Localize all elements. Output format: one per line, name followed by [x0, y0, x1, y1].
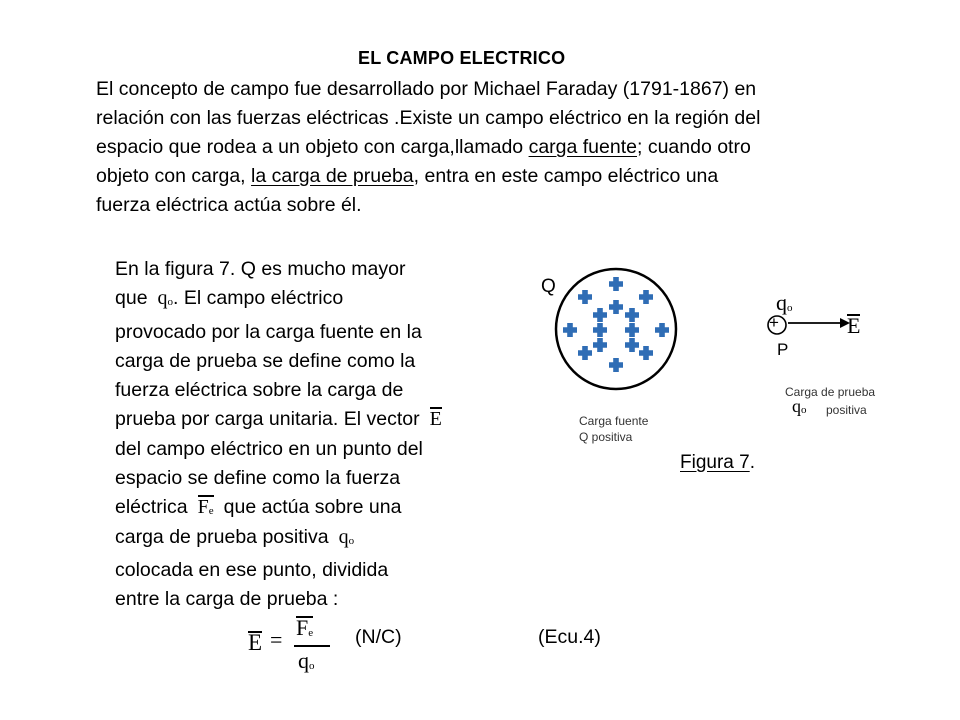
positive-charge-icon: [639, 290, 653, 304]
positive-charge-icon: [609, 277, 623, 291]
caption-line: Q positiva: [579, 430, 633, 444]
plus-sign: +: [769, 313, 779, 332]
symbol-vector-E: E: [429, 408, 442, 431]
body-text: que actúa sobre una: [223, 496, 402, 519]
body-line: [115, 405, 495, 434]
positive-charge-icon: [593, 323, 607, 337]
symbol-q0: qo: [338, 525, 355, 548]
equation-tag: (Ecu.4): [538, 626, 601, 648]
body-line: fuerza eléctrica sobre la carga de: [115, 379, 404, 402]
figure-caption: Figura 7.: [680, 452, 755, 473]
intro-text: ; cuando otro: [636, 136, 751, 158]
eq-Fe: Fe: [296, 615, 314, 640]
body-line: espacio se define como la fuerza: [115, 467, 401, 490]
intro-text: , entra en este campo eléctrico una: [413, 165, 719, 187]
label-P: P: [777, 340, 789, 359]
positive-charge-icon: [578, 290, 592, 304]
positive-charge-icon: [593, 338, 607, 352]
symbol-q0: qo: [776, 290, 793, 315]
eq-E: E: [248, 630, 263, 655]
term-carga-prueba: la carga de prueba: [251, 165, 414, 187]
body-line: En la figura 7. Q es mucho mayor: [115, 258, 406, 280]
caption-line: Carga fuente: [579, 414, 649, 428]
positive-charge-icon: [593, 308, 607, 322]
body-text: . El campo eléctrico: [173, 287, 344, 310]
intro-line: [96, 162, 856, 191]
symbol-vector-E: E: [847, 313, 861, 338]
body-line: [115, 493, 495, 522]
positive-charge-icon: [609, 358, 623, 372]
source-charge-diagram: [530, 255, 730, 405]
eq-fraction-line: [294, 645, 330, 647]
term-carga-fuente: carga fuente: [528, 136, 637, 158]
body-line: [115, 284, 495, 317]
equation-unit: (N/C): [355, 626, 402, 648]
positive-charge-icon: [609, 300, 623, 314]
source-caption: [579, 413, 648, 445]
eq-equals: =: [270, 627, 283, 652]
intro-line: [96, 133, 856, 162]
positive-charge-icon: [639, 346, 653, 360]
label-Q: Q: [541, 276, 556, 297]
body-line: [115, 523, 495, 556]
positive-charge-icon: [625, 338, 639, 352]
intro-text: espacio que rodea a un objeto con carga,llamado: [96, 136, 529, 158]
body-text: que: [115, 287, 148, 310]
figure-caption-text: Figura 7: [680, 452, 750, 473]
test-caption-2: positiva: [826, 403, 867, 417]
symbol-q0: qo: [792, 396, 807, 416]
body-text: prueba por carga unitaria. El vector: [115, 408, 420, 431]
eq-q0: qo: [298, 648, 315, 673]
body-line: colocada en ese punto, dividida: [115, 558, 389, 581]
positive-charge-icon: [625, 308, 639, 322]
equation: [248, 608, 338, 678]
positive-charge-icon: [625, 323, 639, 337]
symbol-vector-Fe: Fe: [197, 496, 214, 519]
positive-charge-icon: [655, 323, 669, 337]
intro-line: relación con las fuerzas eléctricas .Existe un campo eléctrico en la región del: [96, 107, 761, 129]
positive-charge-icon: [563, 323, 577, 337]
body-line: del campo eléctrico en un punto del: [115, 437, 423, 460]
body-text: eléctrica: [115, 496, 188, 519]
body-line: entre la carga de prueba :: [115, 588, 339, 611]
symbol-q0: qo: [157, 287, 174, 310]
test-caption-1: Carga de prueba: [785, 385, 876, 399]
intro-line: fuerza eléctrica actúa sobre él.: [96, 194, 362, 216]
page-title: EL CAMPO ELECTRICO: [358, 48, 566, 68]
positive-charge-icon: [578, 346, 592, 360]
body-line: carga de prueba se define como la: [115, 349, 416, 372]
intro-paragraph: [96, 75, 856, 220]
intro-text: objeto con carga,: [96, 165, 252, 187]
body-paragraph: [115, 255, 495, 615]
intro-line: El concepto de campo fue desarrollado por Michael Faraday (1791-1867) en: [96, 78, 757, 100]
body-line: provocado por la carga fuente en la: [115, 320, 422, 343]
positive-charges: [563, 277, 669, 372]
body-text: carga de prueba positiva: [115, 525, 329, 548]
